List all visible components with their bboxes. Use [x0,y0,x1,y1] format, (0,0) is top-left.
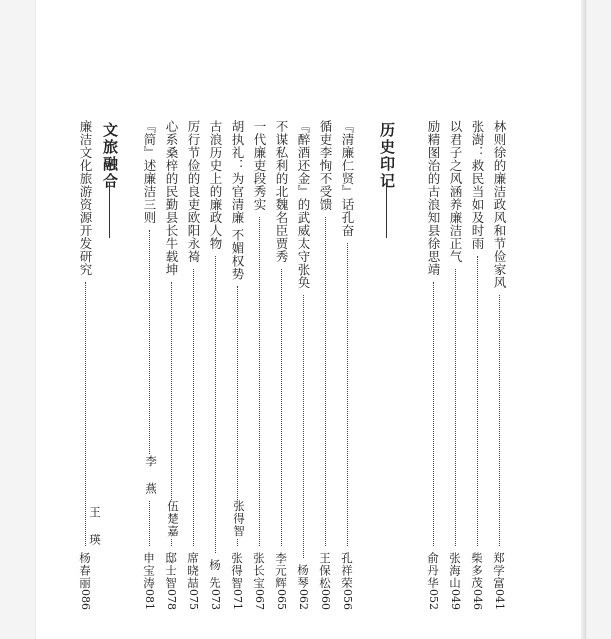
toc-entry-title: 一代廉吏段秀实 [252,120,267,211]
toc-entry-page: 041 [493,589,506,610]
toc-entry-page: 075 [187,589,200,610]
toc-entry[interactable] [292,120,314,610]
toc-entry[interactable] [422,120,444,610]
leader-dots [433,282,434,546]
co-author: 李 燕 [144,455,158,500]
leader-dots [499,295,500,546]
toc-entry[interactable] [444,120,466,610]
toc-entry-page: 049 [449,589,462,610]
leader-dots [477,256,478,546]
toc-entry-title: 廉洁文化旅游资源开发研究 [78,120,93,276]
toc-entry[interactable] [270,120,292,610]
toc-entry-title: 不谋私利的北魏名臣贾秀 [274,120,289,263]
toc-entry-author: 李元辉 [274,551,288,589]
leader-dots [303,295,304,558]
co-author: 伍楚嘉 [166,500,180,538]
toc-entry-author: 柴多茂 [470,551,484,589]
toc-entry-author: 杨 先 [208,559,222,589]
toc-entry-page: 062 [297,589,310,610]
toc-entry[interactable] [182,120,204,610]
toc-entry-page: 073 [209,589,222,610]
leader-dots [325,217,326,546]
toc-entry-author: 邸士智 [164,551,178,589]
toc-entry-page: 071 [231,589,244,610]
toc-entry-author: 俞丹华 [426,551,440,589]
toc-entry-title: 张澍：救民当如及时雨 [470,120,485,250]
toc-entry-page: 052 [427,589,440,610]
leader-dots [455,269,456,546]
toc-entry-author: 申宝涛 [142,551,156,589]
toc-entry-title: 心系桑梓的民勤县长牛载坤 [164,120,179,276]
toc-entry[interactable] [138,120,160,610]
toc-entry-page: 060 [319,589,332,610]
toc-entry-page: 067 [253,589,266,610]
toc-entry-title: 胡执礼：为官清廉 不媚权势 [230,120,245,281]
toc-entry[interactable] [314,120,336,610]
leader-dots [347,243,348,546]
toc-entry-author: 郑学富 [492,551,506,589]
toc-entry-title: 『醉酒还金』的武威太守张奂 [296,120,311,289]
toc-entry[interactable] [488,120,510,610]
toc-entry[interactable] [204,120,226,610]
toc-entry-author: 张长宝 [252,551,266,589]
toc-entry-title: 『清廉仁贤』话孔奋 [340,120,355,237]
co-author: 张得智 [232,500,246,538]
toc-entry-page: 065 [275,589,288,610]
toc-entry-page: 078 [165,589,178,610]
toc-entry-title: 『简』述廉洁三则 [142,120,157,224]
section-rule [109,182,110,238]
toc-entry[interactable] [248,120,270,610]
co-author: 王 瑛 [88,506,102,551]
toc-entry[interactable] [336,120,358,610]
toc-entry-author: 张海山 [448,551,462,589]
leader-dots [193,269,194,546]
toc-entry-author: 孔祥荣 [340,551,354,589]
toc-entry-title: 励精图治的古浪知县徐思靖 [426,120,441,276]
toc-entry-author: 张得智 [230,551,244,589]
toc-entry-title: 厉行节俭的良吏欧阳永裿 [186,120,201,263]
toc-entry-author: 杨春丽 [78,551,92,589]
leader-dots [85,282,86,546]
section-heading-culture: 文旅融合 [101,122,119,190]
toc-entry-title: 古浪历史上的廉政人物 [208,120,223,250]
leader-dots [215,256,216,553]
toc-entry-page: 086 [79,589,92,610]
toc-entry-page: 046 [471,589,484,610]
toc-entry-page: 056 [341,589,354,610]
leader-dots [259,217,260,546]
toc-entry[interactable] [466,120,488,610]
page-fold [581,0,586,639]
toc-entry-title: 林则徐的廉洁政风和节俭家风 [492,120,507,289]
toc-entry-author: 席晓喆 [186,551,200,589]
toc-entry-title: 以君子之风涵养廉洁正气 [448,120,463,263]
book-page [36,0,586,639]
toc-entry-author: 杨琴 [296,564,310,589]
toc-entry-page: 081 [143,589,156,610]
leader-dots [281,269,282,546]
section-rule [386,182,387,238]
toc-entry-author: 王保松 [318,551,332,589]
section-heading-history: 历史印记 [378,122,396,190]
toc-entry-title: 循吏李恂不受馈 [318,120,333,211]
